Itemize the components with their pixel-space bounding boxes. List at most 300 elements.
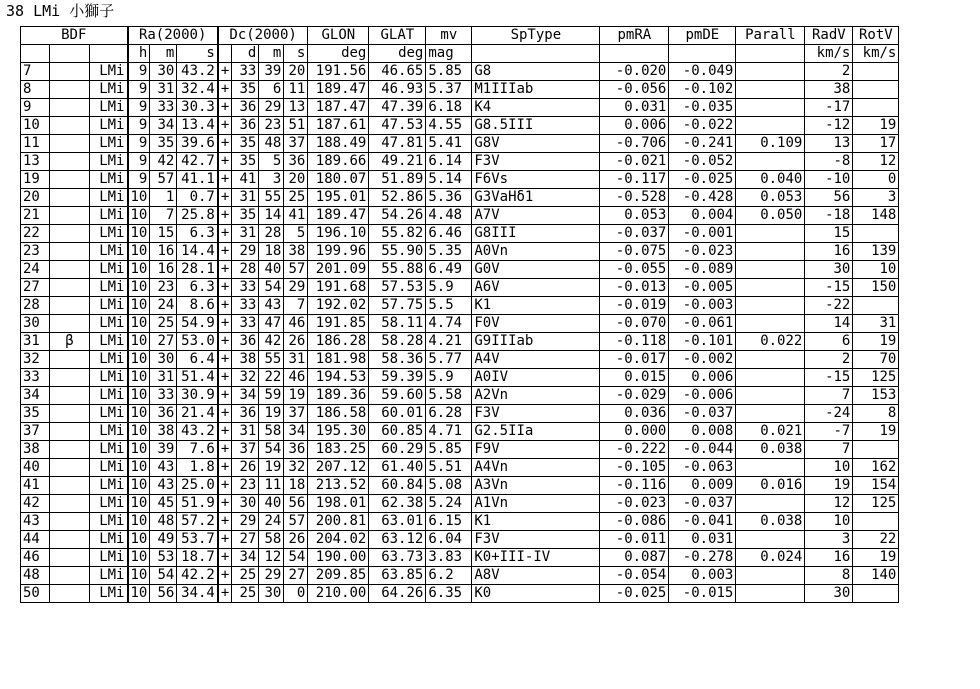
- cell-bay: [50, 171, 90, 189]
- cell-pmra: 0.000: [600, 423, 669, 441]
- cell-con: LMi: [90, 99, 128, 117]
- cell-sp: A8V: [472, 567, 600, 585]
- unit-m: m: [150, 45, 177, 63]
- cell-rm: 38: [150, 423, 177, 441]
- cell-rh: 10: [128, 567, 150, 585]
- cell-bay: [50, 261, 90, 279]
- cell-n: 46: [21, 549, 50, 567]
- cell-sp: A0IV: [472, 369, 600, 387]
- cell-rm: 24: [150, 297, 177, 315]
- cell-rot: 19: [853, 549, 899, 567]
- cell-ds: 29: [284, 279, 308, 297]
- cell-mv: 4.74: [426, 315, 472, 333]
- header-row: [21, 27, 899, 45]
- cell-rot: 154: [853, 477, 899, 495]
- cell-dd: 37: [232, 441, 259, 459]
- cell-dm: 22: [259, 369, 284, 387]
- cell-rot: [853, 81, 899, 99]
- cell-par: [736, 63, 805, 81]
- cell-pmde: -0.089: [669, 261, 736, 279]
- cell-mv: 6.49: [426, 261, 472, 279]
- cell-n: 44: [21, 531, 50, 549]
- cell-pmde: -0.428: [669, 189, 736, 207]
- cell-rot: [853, 513, 899, 531]
- cell-n: 48: [21, 567, 50, 585]
- cell-rm: 33: [150, 99, 177, 117]
- cell-rh: 9: [128, 117, 150, 135]
- cell-rh: 10: [128, 423, 150, 441]
- cell-rm: 34: [150, 117, 177, 135]
- cell-glon: 189.36: [308, 387, 369, 405]
- cell-dm: 3: [259, 171, 284, 189]
- cell-rot: 10: [853, 261, 899, 279]
- header-pmde: pmDE: [669, 27, 736, 45]
- cell-n: 37: [21, 423, 50, 441]
- cell-sp: F3V: [472, 531, 600, 549]
- cell-sg: +: [218, 513, 232, 531]
- cell-glon: 194.53: [308, 369, 369, 387]
- cell-dm: 6: [259, 81, 284, 99]
- cell-rh: 10: [128, 261, 150, 279]
- table-row: [21, 243, 899, 261]
- cell-par: [736, 495, 805, 513]
- unit-blank: [90, 45, 128, 63]
- unit-glat: deg: [369, 45, 426, 63]
- cell-dd: 36: [232, 117, 259, 135]
- header-pmra: pmRA: [600, 27, 669, 45]
- cell-rs: 18.7: [177, 549, 218, 567]
- cell-sg: +: [218, 297, 232, 315]
- cell-sp: F9V: [472, 441, 600, 459]
- cell-pmra: -0.222: [600, 441, 669, 459]
- cell-rm: 30: [150, 63, 177, 81]
- cell-pmra: -0.070: [600, 315, 669, 333]
- cell-glon: 181.98: [308, 351, 369, 369]
- cell-dd: 32: [232, 369, 259, 387]
- unit-h: h: [128, 45, 150, 63]
- cell-rm: 57: [150, 171, 177, 189]
- cell-sg: +: [218, 171, 232, 189]
- cell-glat: 51.89: [369, 171, 426, 189]
- cell-rs: 6.3: [177, 225, 218, 243]
- cell-rv: -15: [805, 369, 853, 387]
- cell-glat: 47.53: [369, 117, 426, 135]
- cell-bay: [50, 531, 90, 549]
- cell-dm: 54: [259, 441, 284, 459]
- cell-con: LMi: [90, 495, 128, 513]
- cell-con: LMi: [90, 117, 128, 135]
- cell-sg: +: [218, 225, 232, 243]
- cell-dm: 43: [259, 297, 284, 315]
- cell-dm: 55: [259, 351, 284, 369]
- unit-blank: [21, 45, 50, 63]
- cell-sp: A1Vn: [472, 495, 600, 513]
- cell-par: [736, 153, 805, 171]
- cell-rh: 10: [128, 549, 150, 567]
- cell-glon: 191.68: [308, 279, 369, 297]
- unit-radv: km/s: [805, 45, 853, 63]
- cell-rot: 148: [853, 207, 899, 225]
- cell-pmra: -0.706: [600, 135, 669, 153]
- cell-dm: 23: [259, 117, 284, 135]
- cell-par: [736, 261, 805, 279]
- cell-sp: A3Vn: [472, 477, 600, 495]
- cell-mv: 5.24: [426, 495, 472, 513]
- cell-rs: 6.4: [177, 351, 218, 369]
- cell-mv: 5.9: [426, 279, 472, 297]
- cell-bay: [50, 315, 90, 333]
- cell-rh: 10: [128, 459, 150, 477]
- cell-par: 0.022: [736, 333, 805, 351]
- cell-pmde: -0.025: [669, 171, 736, 189]
- cell-dd: 35: [232, 153, 259, 171]
- cell-mv: 6.18: [426, 99, 472, 117]
- cell-pmde: -0.002: [669, 351, 736, 369]
- cell-bay: [50, 585, 90, 603]
- cell-rm: 48: [150, 513, 177, 531]
- cell-rm: 25: [150, 315, 177, 333]
- cell-glat: 60.01: [369, 405, 426, 423]
- cell-glat: 63.12: [369, 531, 426, 549]
- cell-rv: -15: [805, 279, 853, 297]
- cell-rs: 39.6: [177, 135, 218, 153]
- cell-mv: 6.14: [426, 153, 472, 171]
- cell-glon: 213.52: [308, 477, 369, 495]
- table-row: [21, 513, 899, 531]
- cell-rv: -18: [805, 207, 853, 225]
- cell-dd: 33: [232, 315, 259, 333]
- cell-rh: 9: [128, 81, 150, 99]
- unit-blank: [736, 45, 805, 63]
- cell-par: [736, 405, 805, 423]
- cell-mv: 5.9: [426, 369, 472, 387]
- cell-rot: 22: [853, 531, 899, 549]
- cell-ds: 27: [284, 567, 308, 585]
- cell-ds: 18: [284, 477, 308, 495]
- cell-pmra: -0.017: [600, 351, 669, 369]
- cell-bay: [50, 135, 90, 153]
- page-title: 38 LMi 小獅子: [6, 2, 115, 20]
- cell-n: 27: [21, 279, 50, 297]
- cell-n: 30: [21, 315, 50, 333]
- header-glon: GLON: [308, 27, 369, 45]
- cell-rot: 19: [853, 117, 899, 135]
- cell-rv: -10: [805, 171, 853, 189]
- table-row: [21, 63, 899, 81]
- cell-sp: M1IIIab: [472, 81, 600, 99]
- cell-n: 28: [21, 297, 50, 315]
- cell-n: 24: [21, 261, 50, 279]
- cell-dd: 35: [232, 207, 259, 225]
- cell-dm: 29: [259, 99, 284, 117]
- cell-par: 0.016: [736, 477, 805, 495]
- cell-pmra: -0.021: [600, 153, 669, 171]
- cell-con: LMi: [90, 423, 128, 441]
- cell-ds: 37: [284, 135, 308, 153]
- table-row: [21, 99, 899, 117]
- header-mv: mv: [426, 27, 472, 45]
- cell-con: LMi: [90, 135, 128, 153]
- cell-rv: 10: [805, 513, 853, 531]
- cell-mv: 4.48: [426, 207, 472, 225]
- cell-sp: G3VaHδ1: [472, 189, 600, 207]
- header-parall: Parall: [736, 27, 805, 45]
- cell-pmra: -0.055: [600, 261, 669, 279]
- cell-par: 0.021: [736, 423, 805, 441]
- cell-n: 22: [21, 225, 50, 243]
- cell-rs: 6.3: [177, 279, 218, 297]
- cell-n: 50: [21, 585, 50, 603]
- cell-rh: 10: [128, 405, 150, 423]
- cell-sp: A6V: [472, 279, 600, 297]
- cell-rot: 8: [853, 405, 899, 423]
- cell-par: 0.024: [736, 549, 805, 567]
- cell-sg: +: [218, 369, 232, 387]
- cell-pmra: -0.116: [600, 477, 669, 495]
- cell-mv: 5.85: [426, 63, 472, 81]
- cell-rh: 9: [128, 153, 150, 171]
- table-row: [21, 531, 899, 549]
- cell-glat: 55.90: [369, 243, 426, 261]
- cell-glon: 200.81: [308, 513, 369, 531]
- cell-par: [736, 99, 805, 117]
- cell-con: LMi: [90, 567, 128, 585]
- cell-rm: 7: [150, 207, 177, 225]
- cell-rot: 70: [853, 351, 899, 369]
- cell-bay: [50, 279, 90, 297]
- cell-glat: 52.86: [369, 189, 426, 207]
- cell-rv: -22: [805, 297, 853, 315]
- cell-pmra: -0.086: [600, 513, 669, 531]
- cell-rv: 16: [805, 549, 853, 567]
- cell-n: 23: [21, 243, 50, 261]
- cell-glon: 191.85: [308, 315, 369, 333]
- cell-sp: A2Vn: [472, 387, 600, 405]
- cell-glat: 54.26: [369, 207, 426, 225]
- cell-rv: 13: [805, 135, 853, 153]
- cell-ds: 31: [284, 351, 308, 369]
- cell-rh: 10: [128, 495, 150, 513]
- cell-bay: [50, 351, 90, 369]
- cell-rm: 16: [150, 243, 177, 261]
- cell-rv: -8: [805, 153, 853, 171]
- cell-sg: +: [218, 63, 232, 81]
- cell-pmde: -0.102: [669, 81, 736, 99]
- cell-ds: 41: [284, 207, 308, 225]
- cell-glon: 195.01: [308, 189, 369, 207]
- cell-rs: 43.2: [177, 63, 218, 81]
- cell-sg: +: [218, 315, 232, 333]
- cell-bay: [50, 117, 90, 135]
- cell-pmra: -0.528: [600, 189, 669, 207]
- cell-glon: 187.47: [308, 99, 369, 117]
- table-row: [21, 459, 899, 477]
- table-row: [21, 207, 899, 225]
- cell-mv: 5.36: [426, 189, 472, 207]
- cell-rs: 25.8: [177, 207, 218, 225]
- cell-pmra: 0.006: [600, 117, 669, 135]
- cell-sg: +: [218, 567, 232, 585]
- cell-rh: 10: [128, 207, 150, 225]
- header-sptype: SpType: [472, 27, 600, 45]
- cell-rs: 30.3: [177, 99, 218, 117]
- cell-rv: 7: [805, 441, 853, 459]
- cell-con: LMi: [90, 261, 128, 279]
- cell-rh: 10: [128, 297, 150, 315]
- cell-glat: 59.39: [369, 369, 426, 387]
- cell-ds: 25: [284, 189, 308, 207]
- cell-n: 9: [21, 99, 50, 117]
- cell-sg: +: [218, 99, 232, 117]
- cell-rot: 19: [853, 423, 899, 441]
- cell-n: 43: [21, 513, 50, 531]
- cell-glat: 57.53: [369, 279, 426, 297]
- cell-rs: 41.1: [177, 171, 218, 189]
- cell-glon: 180.07: [308, 171, 369, 189]
- cell-ds: 36: [284, 153, 308, 171]
- cell-dd: 36: [232, 333, 259, 351]
- cell-rv: 38: [805, 81, 853, 99]
- cell-sg: +: [218, 459, 232, 477]
- cell-rv: 2: [805, 63, 853, 81]
- cell-dm: 39: [259, 63, 284, 81]
- cell-rs: 42.7: [177, 153, 218, 171]
- cell-rs: 34.4: [177, 585, 218, 603]
- cell-sp: A4V: [472, 351, 600, 369]
- cell-rs: 57.2: [177, 513, 218, 531]
- cell-bay: [50, 99, 90, 117]
- cell-dd: 34: [232, 387, 259, 405]
- cell-ds: 38: [284, 243, 308, 261]
- cell-pmde: -0.041: [669, 513, 736, 531]
- cell-sp: K1: [472, 297, 600, 315]
- cell-rh: 10: [128, 477, 150, 495]
- cell-sg: +: [218, 207, 232, 225]
- cell-par: [736, 585, 805, 603]
- cell-sg: +: [218, 189, 232, 207]
- cell-sg: +: [218, 495, 232, 513]
- cell-mv: 3.83: [426, 549, 472, 567]
- cell-rs: 43.2: [177, 423, 218, 441]
- cell-ds: 20: [284, 171, 308, 189]
- cell-pmde: -0.035: [669, 99, 736, 117]
- header-radv: RadV: [805, 27, 853, 45]
- cell-dm: 28: [259, 225, 284, 243]
- cell-rot: 150: [853, 279, 899, 297]
- cell-bay: [50, 405, 90, 423]
- table-row: [21, 549, 899, 567]
- cell-sp: G8: [472, 63, 600, 81]
- cell-sg: +: [218, 531, 232, 549]
- cell-pmra: -0.020: [600, 63, 669, 81]
- cell-rh: 10: [128, 315, 150, 333]
- cell-n: 35: [21, 405, 50, 423]
- cell-rot: [853, 585, 899, 603]
- table-row: [21, 135, 899, 153]
- unit-blank: [600, 45, 669, 63]
- cell-rot: [853, 225, 899, 243]
- cell-dd: 34: [232, 549, 259, 567]
- cell-con: LMi: [90, 207, 128, 225]
- cell-par: [736, 531, 805, 549]
- cell-par: [736, 387, 805, 405]
- cell-bay: [50, 477, 90, 495]
- cell-par: [736, 243, 805, 261]
- cell-dm: 18: [259, 243, 284, 261]
- cell-glat: 63.73: [369, 549, 426, 567]
- cell-dd: 29: [232, 243, 259, 261]
- cell-rot: 17: [853, 135, 899, 153]
- cell-pmra: -0.013: [600, 279, 669, 297]
- cell-dd: 31: [232, 423, 259, 441]
- cell-sp: F0V: [472, 315, 600, 333]
- cell-rv: -12: [805, 117, 853, 135]
- table-row: [21, 495, 899, 513]
- cell-pmde: -0.023: [669, 243, 736, 261]
- cell-sp: G2.5IIa: [472, 423, 600, 441]
- table-row: [21, 333, 899, 351]
- cell-con: LMi: [90, 315, 128, 333]
- cell-rv: 19: [805, 477, 853, 495]
- cell-ds: 7: [284, 297, 308, 315]
- cell-rv: -17: [805, 99, 853, 117]
- cell-dd: 23: [232, 477, 259, 495]
- table-row: [21, 261, 899, 279]
- cell-con: LMi: [90, 171, 128, 189]
- cell-glon: 204.02: [308, 531, 369, 549]
- cell-rot: 12: [853, 153, 899, 171]
- cell-n: 41: [21, 477, 50, 495]
- units-row: [21, 45, 899, 63]
- cell-pmde: -0.015: [669, 585, 736, 603]
- unit-blank: [472, 45, 600, 63]
- cell-ds: 57: [284, 513, 308, 531]
- cell-rs: 54.9: [177, 315, 218, 333]
- cell-bay: [50, 567, 90, 585]
- cell-glat: 55.88: [369, 261, 426, 279]
- unit-d: d: [232, 45, 259, 63]
- cell-pmde: -0.005: [669, 279, 736, 297]
- cell-sg: +: [218, 549, 232, 567]
- cell-dd: 35: [232, 81, 259, 99]
- cell-pmde: -0.061: [669, 315, 736, 333]
- cell-rm: 49: [150, 531, 177, 549]
- cell-rh: 9: [128, 63, 150, 81]
- cell-glat: 47.81: [369, 135, 426, 153]
- cell-bay: [50, 207, 90, 225]
- cell-sg: +: [218, 261, 232, 279]
- cell-dm: 5: [259, 153, 284, 171]
- cell-rm: 15: [150, 225, 177, 243]
- cell-par: 0.053: [736, 189, 805, 207]
- cell-con: LMi: [90, 369, 128, 387]
- cell-pmra: -0.105: [600, 459, 669, 477]
- cell-mv: 5.37: [426, 81, 472, 99]
- cell-glat: 63.01: [369, 513, 426, 531]
- cell-ds: 56: [284, 495, 308, 513]
- unit-rotv: km/s: [853, 45, 899, 63]
- cell-sg: +: [218, 351, 232, 369]
- cell-ds: 0: [284, 585, 308, 603]
- cell-rot: [853, 297, 899, 315]
- cell-par: [736, 279, 805, 297]
- cell-pmra: 0.087: [600, 549, 669, 567]
- cell-dd: 28: [232, 261, 259, 279]
- cell-pmra: -0.025: [600, 585, 669, 603]
- cell-ds: 13: [284, 99, 308, 117]
- cell-pmde: -0.044: [669, 441, 736, 459]
- cell-dd: 36: [232, 99, 259, 117]
